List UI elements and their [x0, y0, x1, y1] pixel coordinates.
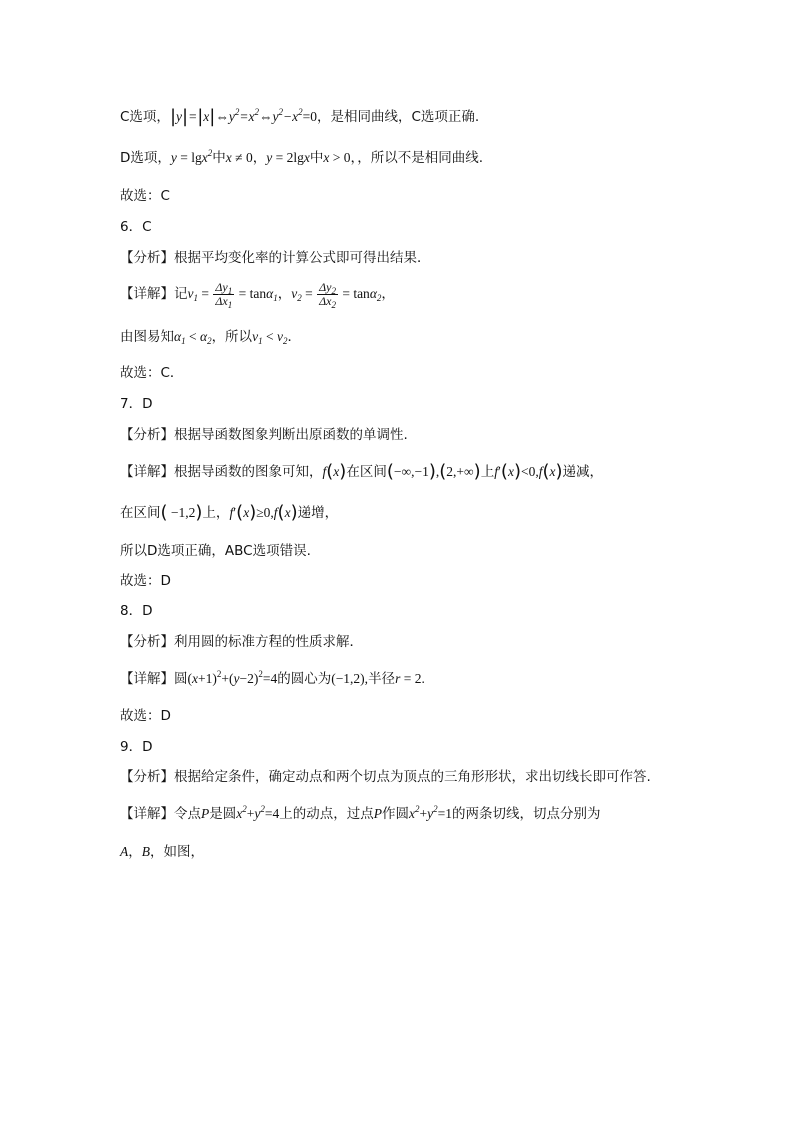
- detail-line: A，B，如图，: [120, 844, 204, 860]
- answer-line: 故选：D: [120, 708, 171, 724]
- question-number: 6．C: [120, 219, 152, 235]
- detail-line: 在区间( −1,2)上，f′(x)≥0,f(x)递增，: [120, 502, 339, 523]
- detail-line: 由图易知$\alpha_1 < \alpha_2$，所以$v_1 < v_2$．: [120, 329, 301, 346]
- analysis-line: 【分析】根据平均变化率的计算公式即可得出结果．: [120, 250, 431, 266]
- option-c-line: C选项，$|y|=|x|\Leftrightarrow y^2=x^2\Leftrightarrow y^2-x^2=0$，是相同曲线，C选项正确.: [120, 106, 480, 127]
- detail-line: 【详解】令点P是圆$x^2+y^2=4$上的动点，过点P作圆$x^2+y^2=1$的两条切线，切点分别为: [120, 804, 601, 822]
- analysis-line: 【分析】利用圆的标准方程的性质求解．: [120, 634, 363, 650]
- analysis-line: 【分析】根据导函数图象判断出原函数的单调性.: [120, 427, 408, 443]
- detail-line: 【详解】圆$(x+1)^2+(y-2)^2=4$的圆心为(−1,2),半径r = 2.: [120, 669, 425, 687]
- answer-line: 故选：D: [120, 573, 171, 589]
- question-number: 8．D: [120, 603, 153, 619]
- detail-line: 【详解】记$v_1$ = $\frac{\Delta y_1}{\Delta x_1}$ = tanα$_1$，$v_2$ = $\frac{\Delta y_2}{\Delta x_2}$ = tanα$_2$，: [120, 279, 395, 310]
- answer-line: 故选：C: [120, 188, 170, 204]
- fraction: $\frac{\Delta y_2}{\Delta x_2}$: [319, 279, 336, 310]
- detail-line: 【详解】根据导函数的图象可知，f(x)在区间(−∞,−1),(2,+∞)上f′(x)<0,f(x)递减，: [120, 461, 604, 482]
- detail-line: 所以D选项正确，ABC选项错误.: [120, 543, 311, 559]
- answer-line: 故选：C．: [120, 365, 184, 381]
- option-d-line: D选项，y = lgx$^2$中x ≠ 0，y = 2lgx中x > 0，，所以不是相同曲线.: [120, 148, 483, 166]
- question-number: 9．D: [120, 739, 153, 755]
- question-number: 7．D: [120, 396, 153, 412]
- fraction: $\frac{\Delta y_1}{\Delta x_1}$: [215, 279, 233, 310]
- analysis-line: 【分析】根据给定条件，确定动点和两个切点为顶点的三角形形状，求出切线长即可作答.: [120, 769, 651, 785]
